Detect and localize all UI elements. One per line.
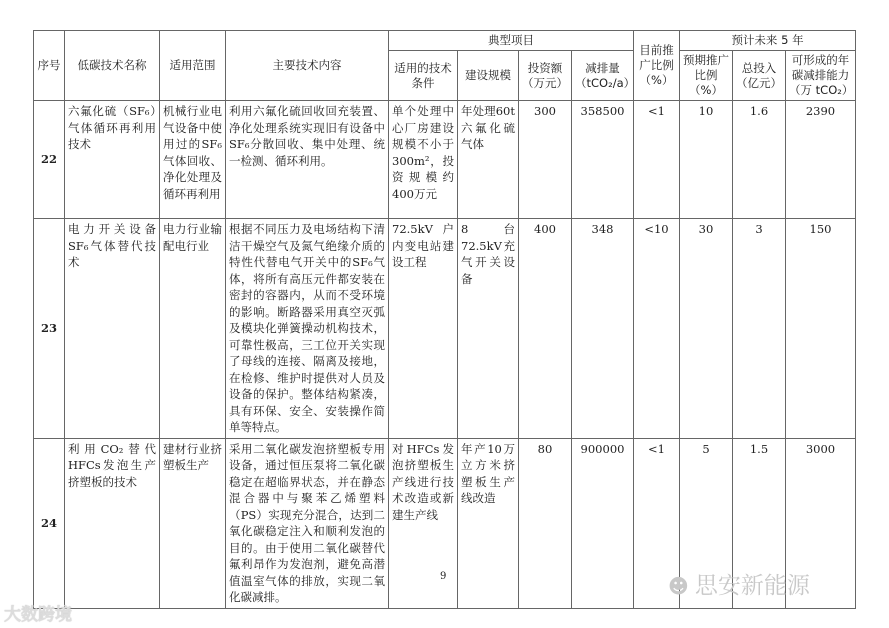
cell-content: 采用二氧化碳发泡挤塑板专用设备，通过恒压泵将二氧化碳稳定在超临界状态，并在静态混合器中与聚苯乙烯塑料（PS）实现充分混合，达到二氧化碳稳定注入和顺利发泡的目的。由于使用二氧化碳替代氟利昂作为发泡剂，避免高潜值温室气体的排放，实现二氧化碳减排。 [226,438,389,608]
cell-scope: 机械行业电气设备中使用过的SF₆气体回收、净化处理及循环再利用 [160,101,226,219]
cell-current: <1 [634,101,680,219]
cell-conditions: 72.5kV户内变电站建设工程 [389,219,458,439]
cell-total: 1.5 [733,438,786,608]
table-row [34,101,856,219]
cell-conditions: 对HFCs发泡挤塑板生产线进行技术改造或新建生产线 [389,438,458,608]
cell-expected: 5 [680,438,733,608]
header-name: 低碳技术名称 [65,31,160,101]
header-total: 总投入（亿元） [733,51,786,101]
watermark-left [4,600,72,625]
cell-conditions: 单个处理中心厂房建设规模不小于300m²，投资规模约400万元 [389,101,458,219]
cell-scale: 8台72.5kV充气开关设备 [458,219,519,439]
header-conditions: 适用的技术条件 [389,51,458,101]
cell-capacity: 3000 [786,438,856,608]
cell-idx: 23 [34,219,65,439]
header-forecast: 预计未来 5 年 [680,31,856,51]
cell-current: <1 [634,438,680,608]
cell-idx: 24 [34,438,65,608]
cell-expected: 10 [680,101,733,219]
cell-scale: 年处理60t六氟化硫气体 [458,101,519,219]
header-typical: 典型项目 [389,31,634,51]
header-capacity: 可形成的年碳减排能力（万 tCO₂） [786,51,856,101]
cell-idx: 22 [34,101,65,219]
header-scale: 建设规模 [458,51,519,101]
cell-content: 根据不同压力及电场结构下清洁干燥空气及氮气绝缘介质的特性代替电气开关中的SF₆气体，将所有高压元件都安装在密封的容器内，从而不受环境的影响。断路器采用真空灭弧及模块化弹簧操动机构技术，可靠性极高，三工位开关实现了母线的连接、隔离及接地，在检修、维护时提供对人员及设备的保护。整体结构紧凑，具有环保、安全、安装操作简单等特点。 [226,219,389,439]
watermark-right-text: 思安新能源 [694,573,810,599]
watermark-left-text: 大数跨境 [4,605,72,625]
header-scope: 适用范围 [160,31,226,101]
cell-content: 利用六氟化硫回收回充装置、净化处理系统实现旧有设备中SF₆分散回收、集中处理、统一检测、循环利用。 [226,101,389,219]
page-number: 9 [440,571,447,582]
cell-name: 六氟化硫（SF₆）气体循环再利用技术 [65,101,160,219]
cell-total: 1.6 [733,101,786,219]
header-reduction: 减排量（tCO₂/a） [572,51,634,101]
header-content: 主要技术内容 [226,31,389,101]
cell-invest: 80 [519,438,572,608]
cell-expected: 30 [680,219,733,439]
cell-reduction: 900000 [572,438,634,608]
cell-capacity: 2390 [786,101,856,219]
cell-scope: 建材行业挤塑板生产 [160,438,226,608]
cell-reduction: 348 [572,219,634,439]
header-idx: 序号 [34,31,65,101]
header-invest: 投资额（万元） [519,51,572,101]
low-carbon-tech-table [33,30,856,609]
header-expected: 预期推广比例（%） [680,51,733,101]
cell-current: <10 [634,219,680,439]
cell-invest: 300 [519,101,572,219]
header-current: 目前推广比例（%） [634,31,680,101]
table-row [34,219,856,439]
watermark-right [668,567,810,600]
cell-name: 利用CO₂替代HFCs发泡生产挤塑板的技术 [65,438,160,608]
cell-scope: 电力行业输配电行业 [160,219,226,439]
wechat-icon: ☻ [668,574,689,598]
cell-invest: 400 [519,219,572,439]
cell-capacity: 150 [786,219,856,439]
cell-scale: 年产10万立方米挤塑板生产线改造 [458,438,519,608]
cell-total: 3 [733,219,786,439]
cell-name: 电力开关设备SF₆气体替代技术 [65,219,160,439]
cell-reduction: 358500 [572,101,634,219]
